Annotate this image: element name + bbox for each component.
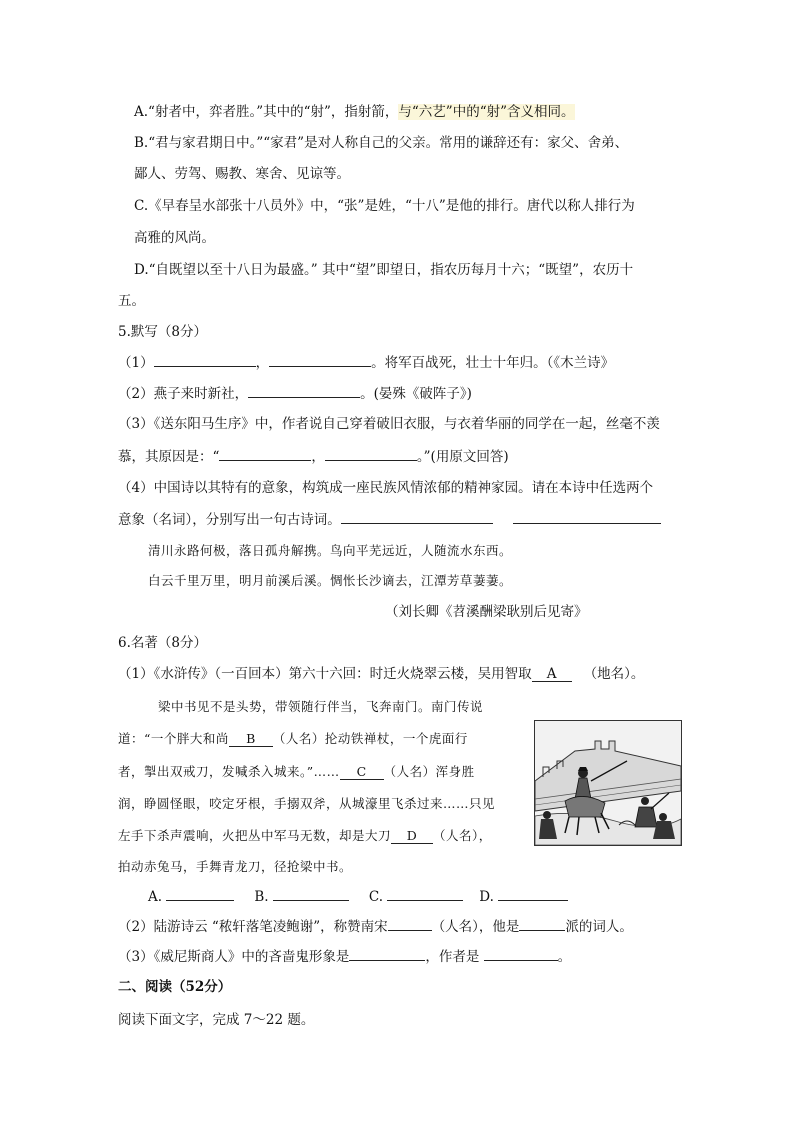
passage-line3 [118, 762, 475, 782]
passage-line5-tail: （人名）， [433, 828, 492, 843]
q6-title: 6.名著（8分） [118, 635, 207, 651]
q4-option-a-highlight: 与“六艺”中的“射”含义相同。 [398, 104, 575, 120]
passage-line2-head: 道：“一个胖大和尚 [118, 731, 229, 746]
q6-item1-blank-a[interactable]: A [532, 667, 572, 682]
option-d-label: D. [479, 889, 494, 905]
q5-item2-tail: 。(晏殊《破阵子》) [360, 386, 472, 402]
q5-item3-sep: ， [311, 449, 325, 465]
option-a-blank[interactable] [166, 886, 234, 901]
q4-option-b-line2: 鄙人、劳驾、赐教、寒舍、见谅等。 [134, 166, 350, 182]
option-b-label: B. [254, 889, 269, 905]
q5-item3-head: 慕，其原因是：“ [118, 449, 220, 465]
q6-options [148, 886, 568, 907]
passage-blank-c[interactable]: C [340, 765, 384, 780]
q6-item2-head: （2）陆游诗云 “秾轩落笔凌鲍谢”，称赞南宋 [118, 919, 388, 935]
passage-line1: 梁中书见不是头势，带领随行伴当，飞奔南门。南门传说 [158, 699, 484, 714]
q4-option-a-text: A.“射者中，弈者胜。”其中的“射”，指射箭， [134, 104, 399, 120]
poem-source: （刘长卿《苕溪酬梁耿别后见寄》 [385, 604, 588, 620]
q6-item3-mid: ，作者是 [425, 949, 480, 965]
option-d-blank[interactable] [498, 886, 568, 901]
q6-item2-mid: （人名），他是 [431, 919, 520, 935]
q6-item2-blank1[interactable] [388, 916, 432, 931]
q4-option-c-line1: C.《早春呈水部张十八员外》中，“张”是姓，“十八”是他的排行。唐代以称人排行为 [134, 198, 635, 214]
q6-item1-head: （1）《水浒传》（一百回本）第六十六回：时迁火烧翠云楼，吴用智取 [118, 666, 532, 682]
q5-item3-line2 [118, 446, 509, 467]
option-c-blank[interactable] [387, 886, 463, 901]
poem-line2: 白云千里万里，明月前溪后溪。惆怅长沙谪去，江潭芳草萋萋。 [148, 573, 513, 588]
passage-blank-d[interactable]: D [391, 829, 433, 844]
q4-option-d-line1: D.“自既望以至十八日为最盛。” 其中“望”即望日，指农历每月十六；“既望”，农历十 [134, 262, 634, 278]
q5-item3-blank1[interactable] [219, 446, 311, 461]
battle-illustration [534, 720, 682, 846]
passage-blank-b[interactable]: B [229, 732, 273, 747]
passage-line2 [118, 729, 468, 749]
q5-item4-blank2[interactable] [513, 509, 661, 524]
q5-item1-num: （1） [118, 355, 154, 371]
passage-line6: 拍动赤兔马，手舞青龙刀，径抢梁中书。 [118, 859, 353, 874]
q6-item2-blank2[interactable] [519, 916, 565, 931]
q6-item3-tail: 。 [557, 949, 572, 965]
option-a-label: A. [148, 889, 163, 905]
option-b-blank[interactable] [273, 886, 349, 901]
passage-line4: 润，睁圆怪眼，咬定牙根，手搦双斧，从城濠里飞杀过来……只见 [118, 796, 496, 811]
poem-line1: 清川永路何极，落日孤舟解携。鸟向平芜远近，人随流水东西。 [148, 543, 513, 558]
q5-item3-blank2[interactable] [325, 446, 417, 461]
q5-item2-blank[interactable] [248, 383, 360, 398]
q6-item3-blank1[interactable] [349, 946, 425, 961]
q6-item2 [118, 916, 633, 937]
q6-item3 [118, 946, 571, 967]
q4-option-b-line1: B.“君与家君期日中。”“家君”是对人称自己的父亲。常用的谦辞还有：家父、舍弟、 [134, 135, 629, 151]
q5-item3-tail: 。”(用原文回答) [416, 449, 509, 465]
q5-item4-blank1[interactable] [341, 509, 493, 524]
q4-option-a [134, 102, 575, 122]
passage-line3-head: 者，掣出双戒刀，发喊杀入城来。”…… [118, 764, 340, 779]
section2-intro: 阅读下面文字，完成 7～22 题。 [118, 1012, 315, 1028]
q4-option-c-line2: 高雅的风尚。 [134, 230, 215, 246]
q5-item4-line1: （4）中国诗以其特有的意象，构筑成一座民族风情浓郁的精神家园。请在本诗中任选两个 [118, 480, 654, 496]
q5-item4-head: 意象（名词），分别写出一句古诗词。 [118, 512, 341, 528]
q6-item1-tail: （地名）。 [583, 666, 645, 682]
q5-item1-sep: ， [255, 355, 270, 371]
q5-item1-blank2[interactable] [269, 352, 371, 367]
q5-item1-blank1[interactable] [154, 352, 256, 367]
q5-title: 5.默写（8分） [118, 324, 207, 340]
passage-line3-tail: （人名）浑身胜 [383, 764, 475, 779]
q6-item3-blank2[interactable] [484, 946, 558, 961]
q5-item1 [118, 352, 614, 373]
q6-item2-tail: 派的词人。 [565, 919, 633, 935]
q5-item2 [118, 383, 472, 404]
option-c-label: C. [368, 889, 383, 905]
passage-line5-head: 左手下杀声震响，火把丛中军马无数，却是大刀 [118, 828, 392, 843]
passage-line2-tail: （人名）抡动铁禅杖，一个虎面行 [272, 731, 468, 746]
q5-item1-tail: 。将军百战死，壮士十年归。（《木兰诗》 [371, 355, 615, 371]
q6-item1 [118, 664, 644, 684]
q5-item3-line1: （3）《送东阳马生序》中，作者说自己穿着破旧衣服，与衣着华丽的同学在一起，丝毫不羡 [118, 416, 660, 432]
q6-item3-head: （3）《威尼斯商人》中的吝啬鬼形象是 [118, 949, 350, 965]
q5-item2-head: （2）燕子来时新社， [118, 386, 249, 402]
q5-item4-line2 [118, 509, 661, 530]
q4-option-d-line2: 五。 [118, 293, 145, 309]
passage-line5 [118, 826, 492, 846]
section2-title: 二、阅读（52分） [118, 979, 232, 995]
